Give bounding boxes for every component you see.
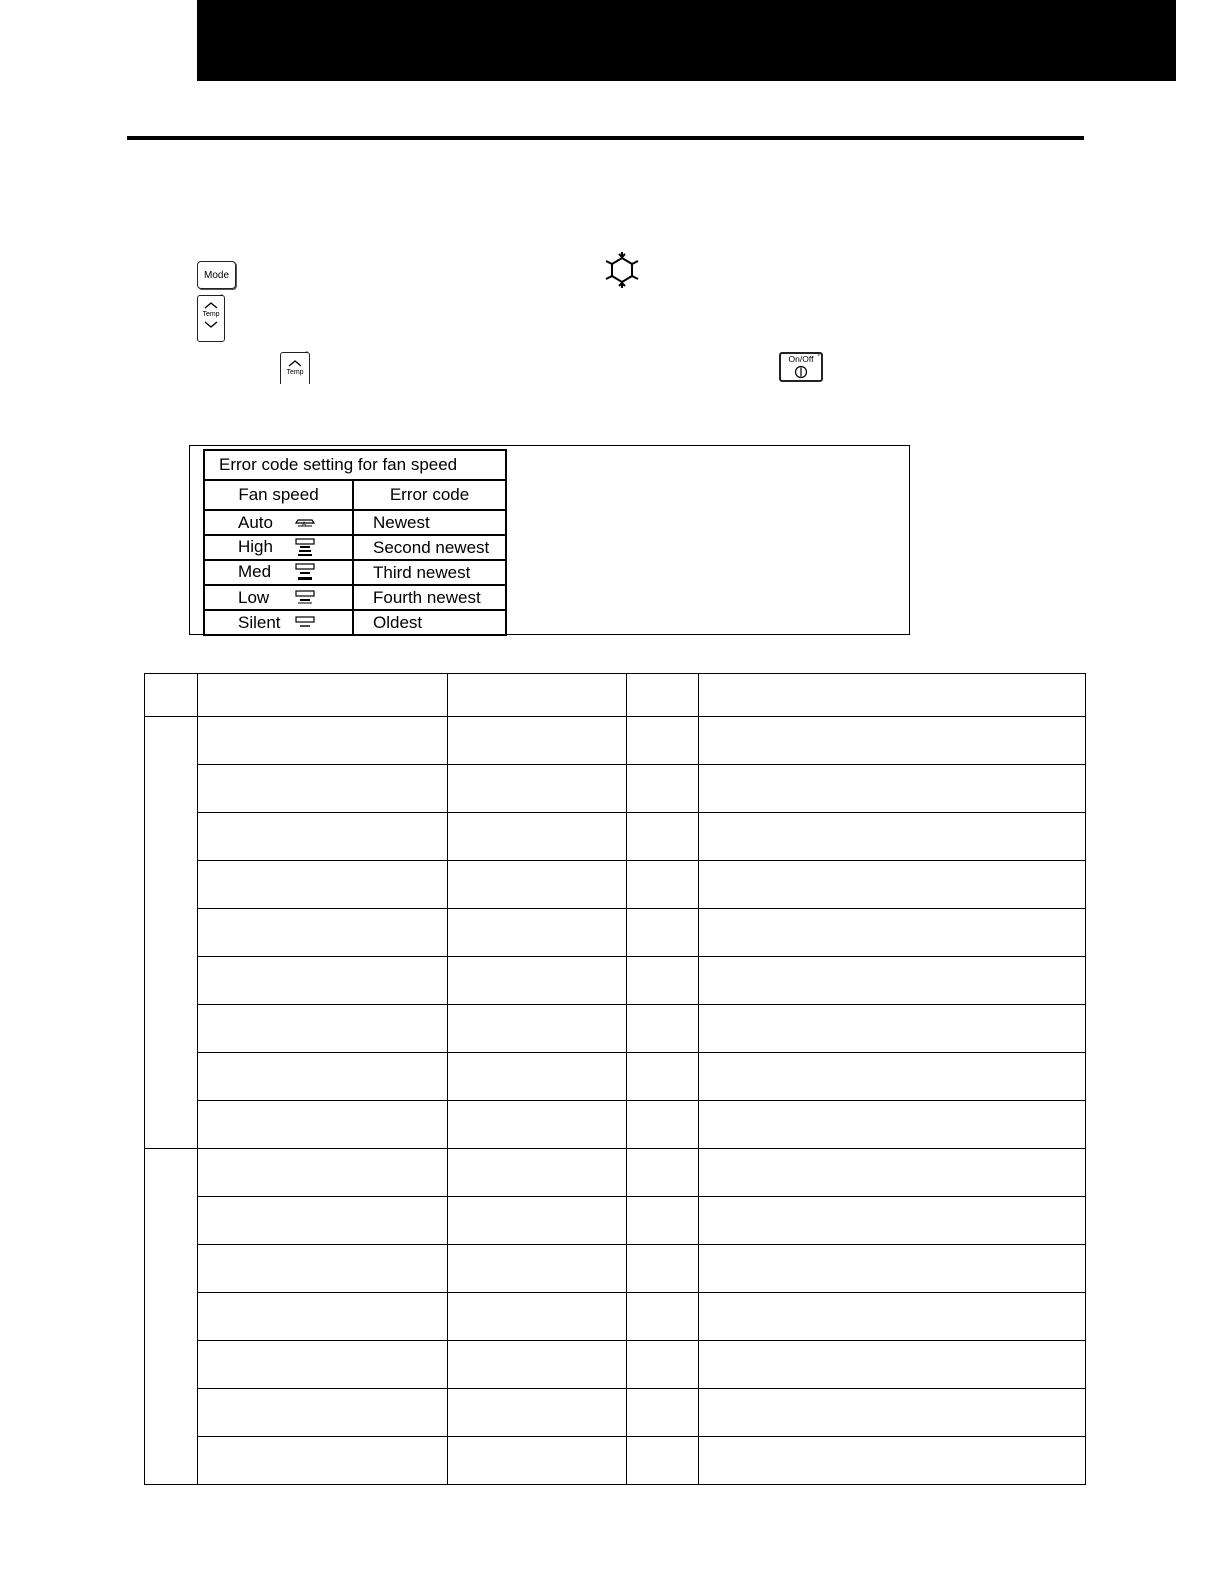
chevron-down-icon (203, 320, 219, 328)
grid-cell (699, 1245, 1086, 1293)
svg-text:A: A (302, 522, 307, 529)
temp-button-label: Temp (202, 311, 220, 318)
grid-row (145, 1101, 1086, 1149)
grid-cell (198, 1149, 448, 1197)
grid-cell (198, 909, 448, 957)
grid-cell (448, 1293, 627, 1341)
temp-up-button-icon: ° Temp (280, 352, 310, 384)
grid-cell (198, 717, 448, 765)
fan-table-row (204, 610, 506, 635)
grid-cell (627, 957, 699, 1005)
grid-cell (699, 717, 1086, 765)
grid-row (145, 1197, 1086, 1245)
fan-speed-label: Auto (238, 512, 273, 532)
fan-low-icon (294, 590, 316, 606)
grid-cell (699, 1197, 1086, 1245)
grid-cell (448, 1245, 627, 1293)
grid-cell (699, 909, 1086, 957)
fan-table-title: Error code setting for fan speed (204, 450, 506, 480)
grid-cell (198, 861, 448, 909)
grid-cell (448, 674, 627, 717)
fan-speed-label: Silent (238, 612, 281, 632)
grid-cell (627, 765, 699, 813)
grid-cell (627, 1341, 699, 1389)
grid-cell (448, 1053, 627, 1101)
header-bar (197, 0, 1176, 81)
grid-cell (198, 1005, 448, 1053)
error-code-value: Third newest (353, 560, 506, 585)
error-code-grid (144, 673, 1086, 1485)
grid-row (145, 1005, 1086, 1053)
grid-row (145, 717, 1086, 765)
grid-row (145, 1293, 1086, 1341)
grid-cell (699, 813, 1086, 861)
grid-row (145, 957, 1086, 1005)
grid-cell (627, 909, 699, 957)
grid-cell (448, 1197, 627, 1245)
error-code-value: Oldest (353, 610, 506, 635)
grid-cell (448, 1101, 627, 1149)
power-icon (794, 365, 808, 379)
grid-cell (448, 1149, 627, 1197)
grid-cell (627, 1293, 699, 1341)
grid-cell (448, 1389, 627, 1437)
grid-row (145, 1053, 1086, 1101)
grid-cell (699, 765, 1086, 813)
error-code-value: Newest (353, 510, 506, 535)
grid-cell (448, 813, 627, 861)
grid-row (145, 1341, 1086, 1389)
grid-cell (699, 1437, 1086, 1485)
grid-cell (627, 1197, 699, 1245)
error-code-value: Second newest (353, 535, 506, 560)
grid-cell (448, 765, 627, 813)
onoff-button-icon: ° On/Off (779, 352, 823, 382)
fan-med-icon (294, 563, 316, 583)
fan-speed-label: Med (238, 562, 272, 582)
grid-cell (627, 674, 699, 717)
temp-up-button-label: Temp (286, 369, 304, 376)
mode-button-label: Mode (203, 269, 229, 281)
grid-cell (448, 1341, 627, 1389)
grid-cell (145, 674, 198, 717)
grid-cell (627, 1149, 699, 1197)
grid-cell (448, 1005, 627, 1053)
grid-cell (699, 1389, 1086, 1437)
fan-table-row (204, 560, 506, 585)
snowflake-icon (602, 250, 642, 290)
grid-row (145, 861, 1086, 909)
grid-cell (198, 1341, 448, 1389)
fan-table-header-speed: Fan speed (204, 480, 353, 510)
grid-header-row (145, 674, 1086, 717)
grid-row (145, 1245, 1086, 1293)
grid-cell (699, 957, 1086, 1005)
grid-group-cell (145, 717, 198, 1149)
error-code-value: Fourth newest (353, 585, 506, 610)
grid-cell (198, 1437, 448, 1485)
grid-cell (198, 1245, 448, 1293)
grid-cell (198, 1389, 448, 1437)
fan-speed-label: High (238, 537, 273, 557)
section-divider (127, 136, 1084, 140)
grid-cell (198, 1101, 448, 1149)
grid-cell (627, 1053, 699, 1101)
mode-button-icon (197, 261, 236, 289)
grid-cell (627, 1389, 699, 1437)
fan-table-header-code: Error code (353, 480, 506, 510)
grid-cell (627, 1005, 699, 1053)
grid-cell (699, 1101, 1086, 1149)
grid-cell (198, 674, 448, 717)
fan-table-row (204, 585, 506, 610)
grid-cell (627, 717, 699, 765)
grid-cell (198, 1293, 448, 1341)
grid-cell (627, 813, 699, 861)
grid-row (145, 1149, 1086, 1197)
chevron-up-icon (287, 359, 303, 367)
grid-cell (699, 1341, 1086, 1389)
grid-cell (627, 1101, 699, 1149)
grid-cell (198, 813, 448, 861)
fan-speed-error-table (203, 449, 507, 636)
fan-auto-icon (294, 516, 316, 530)
grid-cell (198, 1197, 448, 1245)
grid-cell (448, 717, 627, 765)
chevron-up-icon (203, 301, 219, 309)
fan-table-row (204, 510, 506, 535)
fan-speed-label: Low (238, 587, 270, 607)
grid-cell (699, 1149, 1086, 1197)
grid-cell (448, 909, 627, 957)
grid-cell (627, 861, 699, 909)
grid-cell (448, 861, 627, 909)
grid-cell (699, 1293, 1086, 1341)
grid-cell (448, 957, 627, 1005)
grid-row (145, 765, 1086, 813)
grid-cell (627, 1245, 699, 1293)
grid-row (145, 909, 1086, 957)
grid-row (145, 1437, 1086, 1485)
grid-cell (699, 674, 1086, 717)
fan-high-icon (294, 538, 316, 558)
grid-cell (627, 1437, 699, 1485)
onoff-button-label: On/Off (788, 354, 814, 364)
grid-row (145, 813, 1086, 861)
grid-cell (699, 1053, 1086, 1101)
grid-cell (198, 957, 448, 1005)
grid-cell (699, 1005, 1086, 1053)
fan-table-row (204, 535, 506, 560)
grid-row (145, 1389, 1086, 1437)
temp-button-icon: ° Temp (197, 295, 225, 342)
fan-silent-icon (294, 616, 316, 630)
grid-cell (198, 765, 448, 813)
grid-group-cell (145, 1149, 198, 1485)
grid-cell (198, 1053, 448, 1101)
grid-cell (448, 1437, 627, 1485)
grid-cell (699, 861, 1086, 909)
